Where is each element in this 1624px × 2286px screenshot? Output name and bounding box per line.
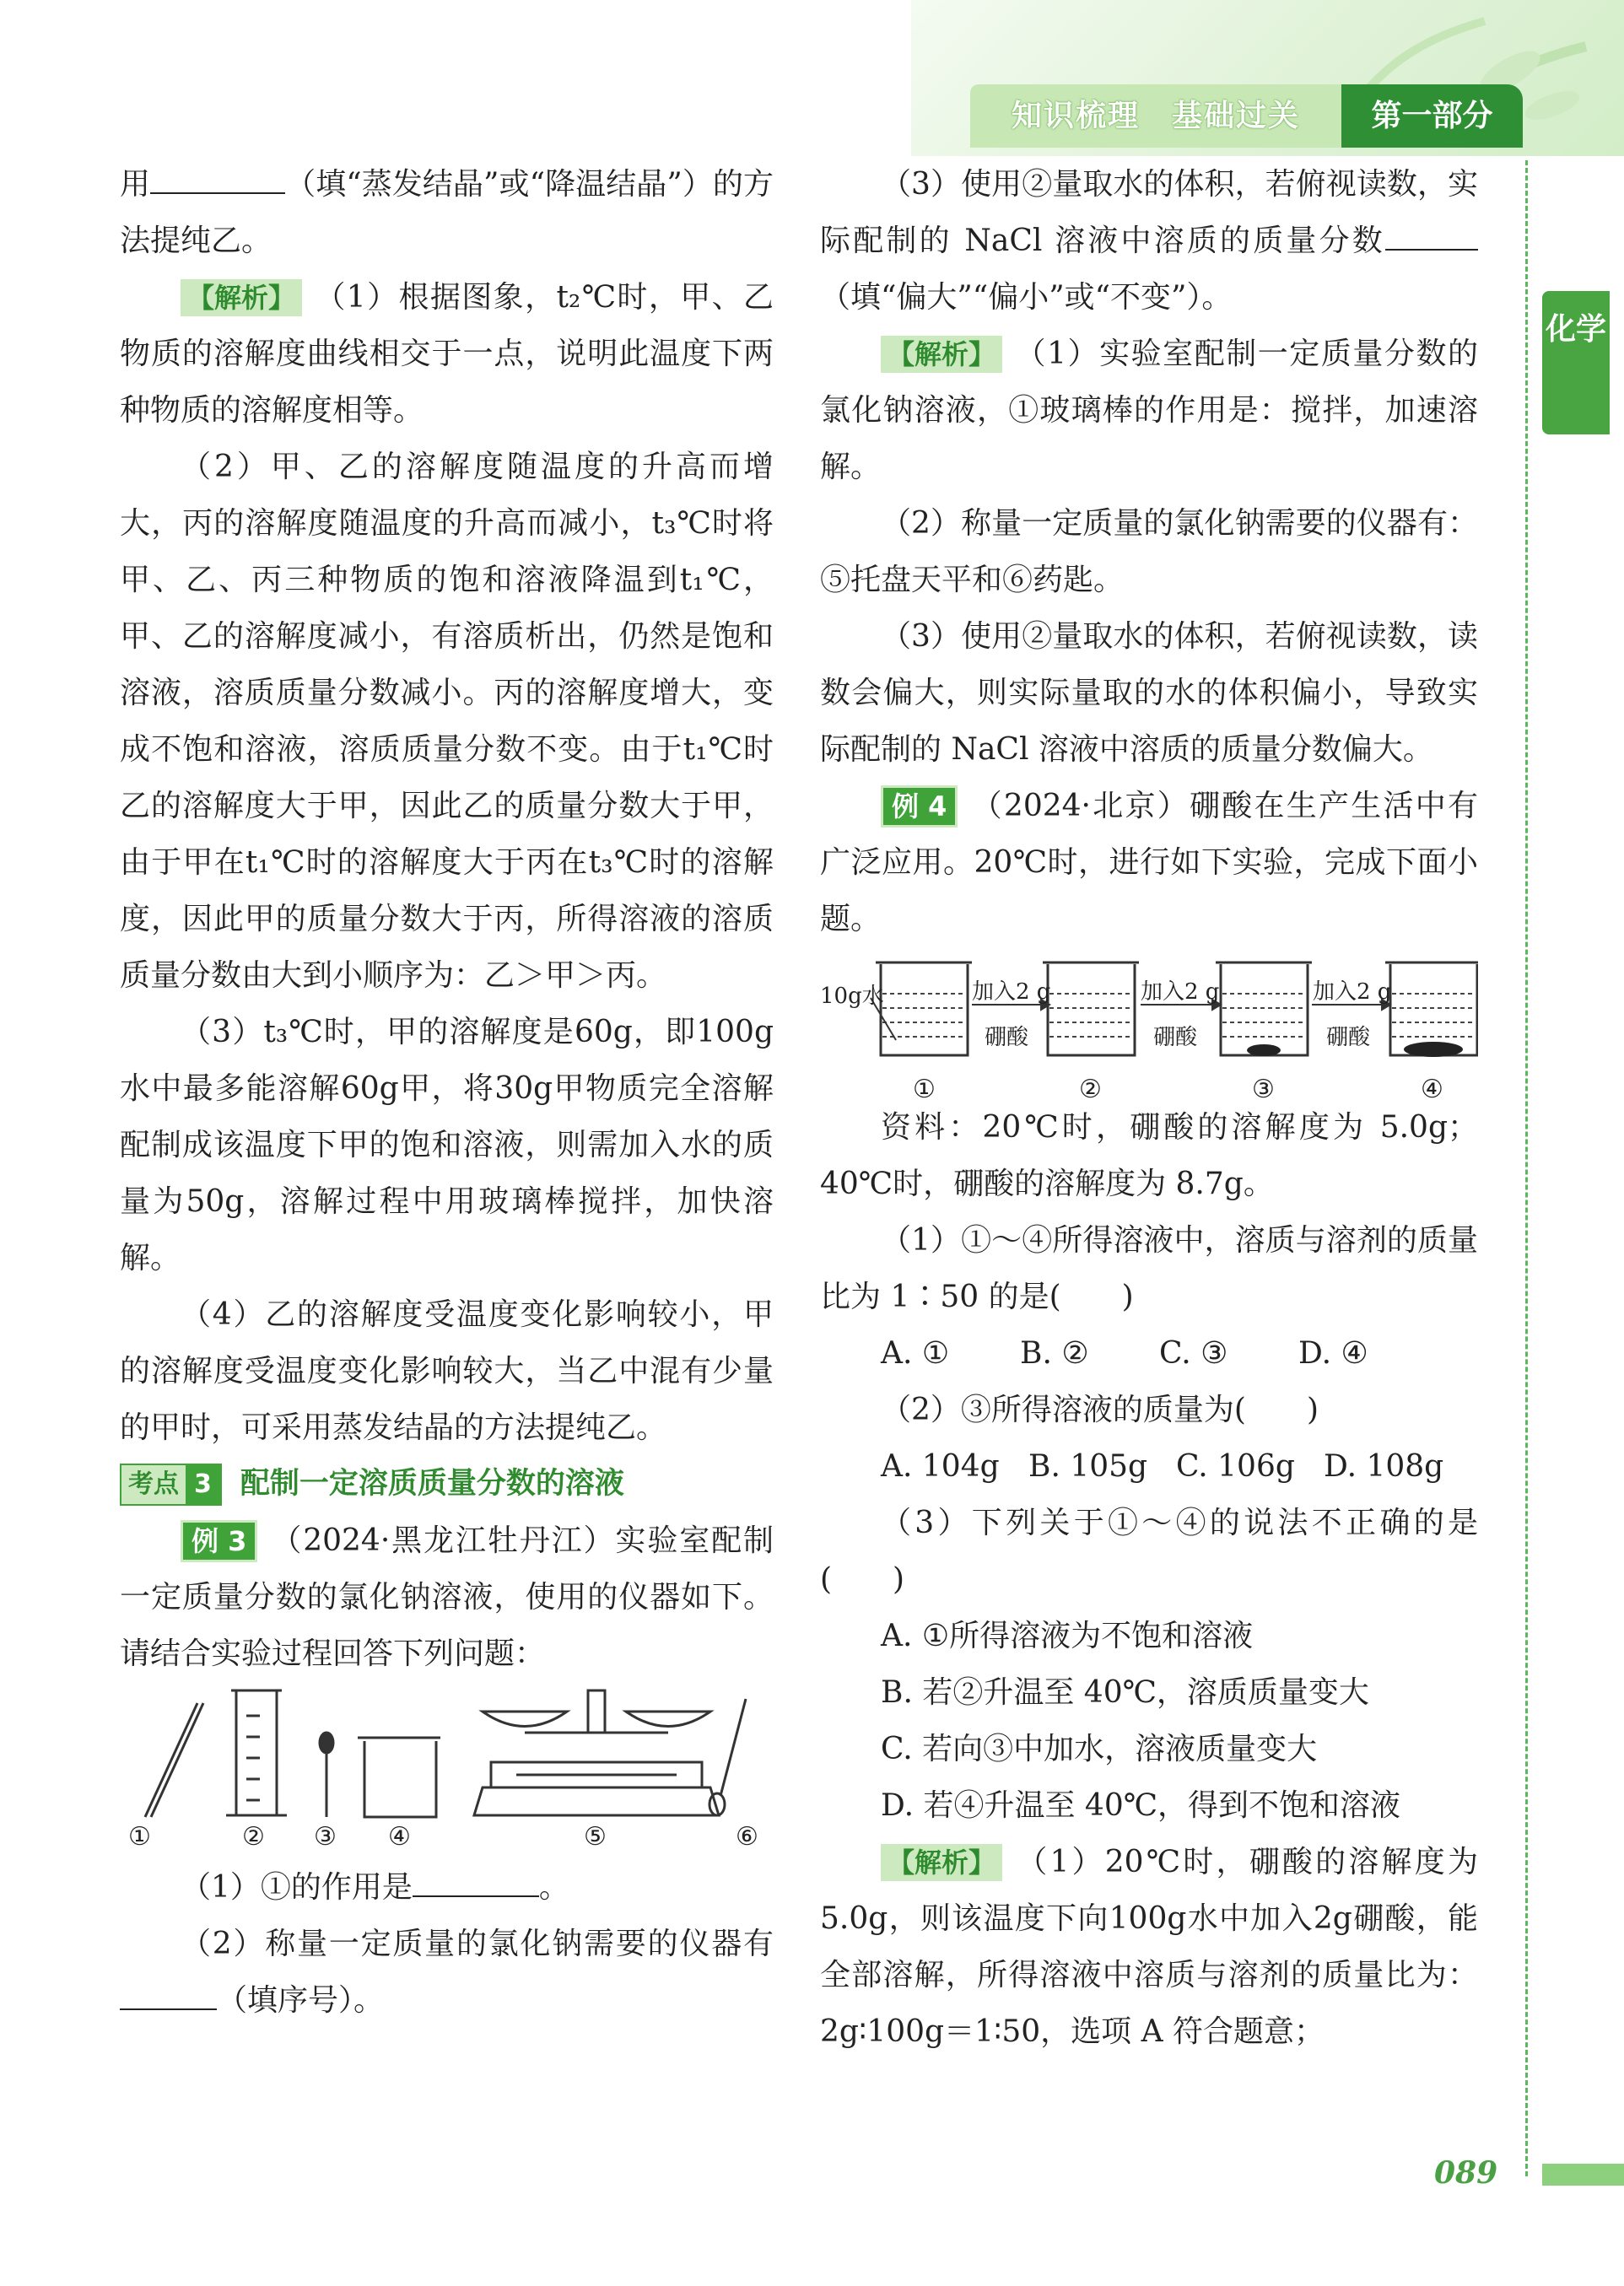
- option: A. ①: [881, 1336, 950, 1371]
- analysis-tag: 【解析】: [881, 336, 1002, 373]
- section-title: 配制一定溶质质量分数的溶液: [240, 1467, 624, 1501]
- precipitate-large-icon: [1404, 1042, 1463, 1057]
- text: （填“蒸发结晶”或“降温结晶”）的方法提纯乙。: [120, 167, 774, 258]
- instrument-drawing: [120, 1682, 774, 1821]
- paragraph: [120, 1512, 774, 1682]
- left-column: [120, 156, 774, 2029]
- option: B. 105g: [1028, 1449, 1148, 1484]
- text: 。: [538, 1870, 569, 1905]
- option: D. 108g: [1324, 1449, 1444, 1484]
- figure-label: ⑥: [736, 1822, 758, 1852]
- figure-label: ②: [1079, 1075, 1102, 1104]
- paragraph: （4）乙的溶解度受温度变化影响较小，甲的溶解度受温度变化影响较大，当乙中混有少量的甲时，可采用蒸发结晶的方法提纯乙。: [120, 1297, 774, 1445]
- spoon-icon: [709, 1699, 746, 1815]
- water-label: 10g水: [820, 984, 884, 1009]
- section-tab: 知识梳理 基础过关: [970, 84, 1341, 148]
- paragraph: [820, 326, 1478, 495]
- analysis-tag: 【解析】: [881, 1844, 1002, 1881]
- text: （1）根据图象，t₂℃时，甲、乙物质的溶解度曲线相交于一点，说明此温度下两种物质的溶解度相等。: [120, 280, 774, 428]
- option: B. 若②升温至 40℃，溶质质量变大: [881, 1675, 1369, 1710]
- paragraph: （2）甲、乙的溶解度随温度的升高而增大，丙的溶解度随温度的升高而减小，t₃℃时将甲、乙、丙三种物质的饱和溶液降温到t₁℃，甲、乙的溶解度减小，有溶质析出，仍然是饱和溶液，溶质质量分数减小。丙的溶解度增大，变成不饱和溶液，溶质质量分数不变。由于t₁℃时乙的溶解度大于甲，因此乙的质量分数大于甲，由于甲在t₁℃时的溶解度大于丙在t₃℃时的溶解度，因此甲的质量分数大于丙，所得溶液的溶质质量分数由大到小顺序为：乙＞甲＞丙。: [120, 450, 774, 993]
- beaker-icon: [358, 1738, 440, 1817]
- paragraph: 资料：20℃时，硼酸的溶解度为 5.0g；40℃时，硼酸的溶解度为 8.7g。: [820, 1110, 1478, 1201]
- example-tag: 例 3: [181, 1520, 257, 1562]
- add-label: 加入2 g: [1141, 979, 1220, 1005]
- text: （填序号）。: [217, 1983, 385, 2018]
- figure-label: ⑤: [584, 1822, 607, 1852]
- option: C. 若向③中加水，溶液质量变大: [881, 1732, 1318, 1766]
- acid-label: 硼酸: [1153, 1025, 1198, 1050]
- analysis-tag: 【解析】: [181, 279, 302, 316]
- figure-label: ②: [242, 1822, 265, 1852]
- option: A. ①所得溶液为不饱和溶液: [881, 1619, 1254, 1653]
- option: C. ③: [1159, 1336, 1228, 1371]
- option: D. ④: [1298, 1336, 1368, 1371]
- badge-number: 3: [186, 1465, 220, 1504]
- paragraph: （3）使用②量取水的体积，若俯视读数，读数会偏大，则实际量取的水的体积偏小，导致实际配制的 NaCl 溶液中溶质的质量分数偏大。: [820, 619, 1478, 767]
- option: A. 104g: [881, 1449, 1000, 1484]
- figure-label: ①: [913, 1075, 936, 1104]
- balance-icon: [474, 1690, 719, 1815]
- question: （2）③所得溶液的质量为( ): [881, 1393, 1319, 1427]
- experiment-figure: [820, 956, 1478, 1104]
- option: B. ②: [1020, 1336, 1089, 1371]
- example-tag: 例 4: [881, 785, 958, 828]
- answer-blank: [150, 162, 285, 194]
- options-row: [820, 1438, 1478, 1495]
- figure-label: ③: [1252, 1075, 1275, 1104]
- kaodian-badge: [120, 1464, 222, 1506]
- add-label: 加入2 g: [972, 979, 1051, 1005]
- footer-bar: [1542, 2164, 1624, 2186]
- paragraph: [820, 778, 1478, 947]
- figure-label: ③: [314, 1822, 337, 1852]
- text: 用: [120, 167, 151, 202]
- part-label: 第一部分: [1341, 84, 1523, 148]
- text: （2）称量一定质量的氯化钠需要的仪器有: [181, 1927, 774, 1961]
- options-row: [820, 1325, 1478, 1382]
- instrument-figure: [120, 1682, 774, 1859]
- right-column: [820, 156, 1478, 2060]
- answer-blank: [1385, 218, 1478, 251]
- option: D. 若④升温至 40℃，得到不饱和溶液: [881, 1788, 1400, 1823]
- question: [820, 156, 1478, 326]
- text: （1）实验室配制一定质量分数的氯化钠溶液，①玻璃棒的作用是：搅拌，加速溶解。: [820, 337, 1478, 484]
- answer-blank: [413, 1865, 539, 1897]
- paragraph: [120, 156, 774, 269]
- text: （2024·黑龙江牡丹江）实验室配制一定质量分数的氯化钠溶液，使用的仪器如下。请结合实验过程回答下列问题：: [120, 1523, 774, 1671]
- paragraph: （2）称量一定质量的氯化钠需要的仪器有：⑤托盘天平和⑥药匙。: [820, 506, 1478, 597]
- text: （填“偏大”“偏小”或“不变”）。: [820, 280, 1233, 315]
- acid-label: 硼酸: [985, 1025, 1029, 1050]
- text: （2024·北京）硼酸在生产生活中有广泛应用。20℃时，进行如下实验，完成下面小题。: [820, 789, 1478, 936]
- text: （3）使用②量取水的体积，若俯视读数，实际配制的 NaCl 溶液中溶质的质量分数: [820, 167, 1478, 258]
- acid-label: 硼酸: [1326, 1025, 1371, 1050]
- glass-rod-icon: [145, 1703, 203, 1817]
- figure-label: ④: [1421, 1075, 1443, 1104]
- question: [120, 1916, 774, 2029]
- margin-dashed-line: [1525, 160, 1528, 2176]
- question: （3）下列关于①～④的说法不正确的是( ): [820, 1506, 1478, 1597]
- dropper-icon: [320, 1733, 333, 1817]
- page-number: 089: [1434, 2155, 1498, 2191]
- graduated-cylinder-icon: [226, 1690, 287, 1815]
- question: [120, 1859, 774, 1916]
- answer-blank: [120, 1978, 217, 2010]
- subject-label: 化学: [1545, 312, 1606, 347]
- figure-label: ④: [388, 1822, 411, 1852]
- paragraph: （3）t₃℃时，甲的溶解度是60g，即100g水中最多能溶解60g甲，将30g甲物质完全溶解配制成该温度下甲的饱和溶液，则需加入水的质量为50g，溶解过程中用玻璃棒搅拌，加快溶解。: [120, 1015, 774, 1275]
- paragraph: [120, 269, 774, 439]
- text: （1）①的作用是: [181, 1870, 413, 1905]
- precipitate-small-icon: [1247, 1044, 1281, 1056]
- badge-text: 考点: [121, 1465, 186, 1504]
- option: C. 106g: [1176, 1449, 1295, 1484]
- subject-tab: [1542, 291, 1610, 434]
- text: （1）20℃时，硼酸的溶解度为5.0g，则该温度下向100g水中加入2g硼酸，能全部溶解，所得溶液中溶质与溶剂的质量比为：2g∶100g＝1∶50，选项 A 符合题意；: [820, 1845, 1478, 2049]
- paragraph: [820, 1834, 1478, 2060]
- question: （1）①～④所得溶液中，溶质与溶剂的质量比为 1∶50 的是( ): [820, 1223, 1478, 1314]
- add-label: 加入2 g: [1313, 979, 1392, 1005]
- figure-label: ①: [128, 1822, 151, 1852]
- section-heading: [120, 1456, 774, 1512]
